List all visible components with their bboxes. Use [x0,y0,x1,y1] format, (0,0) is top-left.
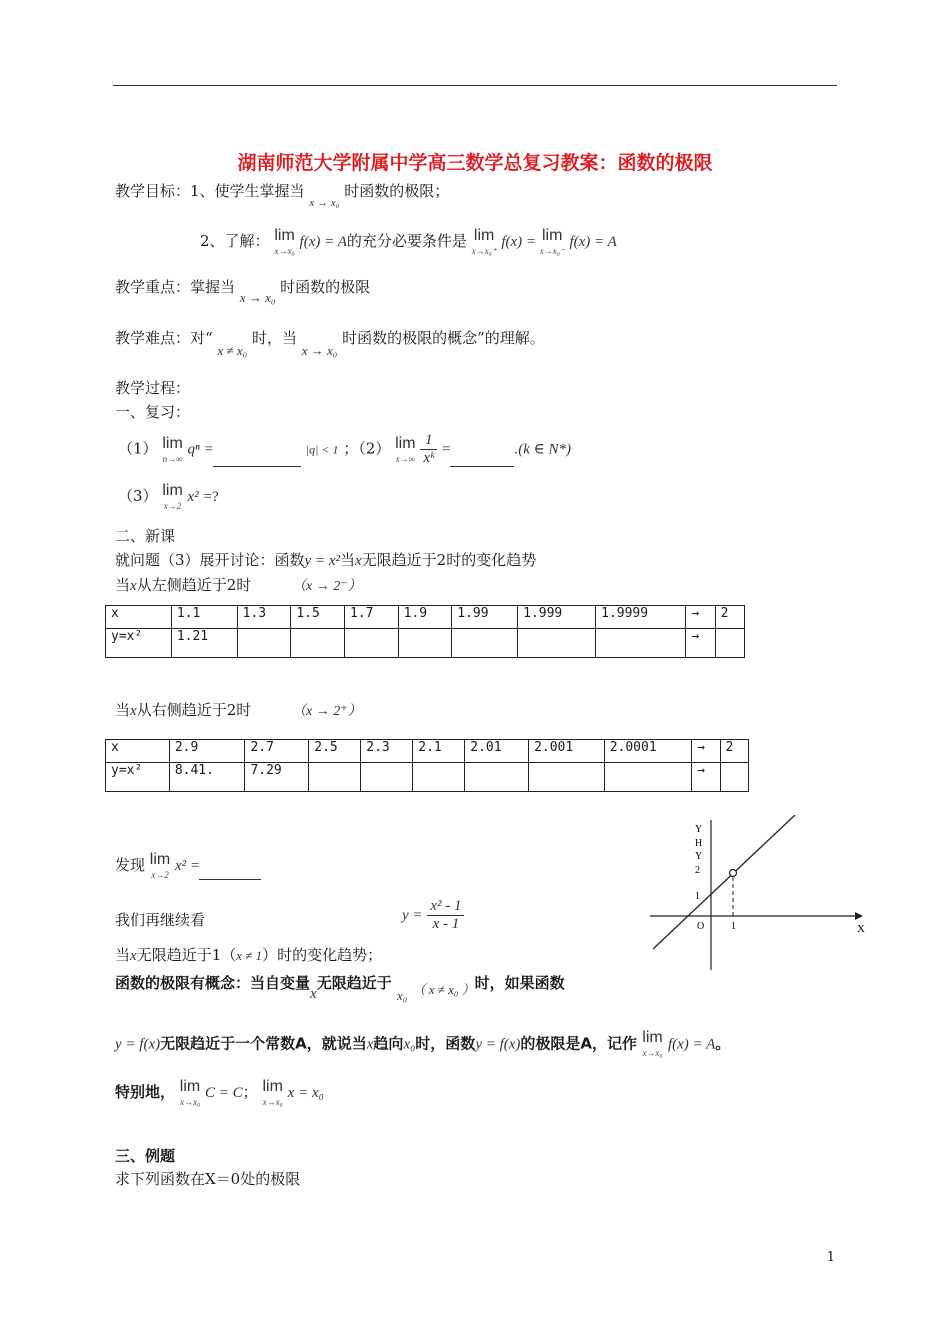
table-left-y-cell [518,629,596,658]
math-expression: f(x) = A [299,234,347,250]
limit-expression: lim x→x₀ [274,227,295,256]
q1-limit: lim n→∞ [162,434,183,464]
newlesson-heading: 二、新课 [115,527,176,545]
examples-text: 求下列函数在X＝0处的极限 [115,1170,301,1188]
q3-label: （3） [118,487,158,505]
table-left-y-cell: 1.21 [171,629,237,658]
table-right-x-cell: 2.3 [361,740,413,763]
table-left-x-cell: 1.99 [452,606,518,629]
table-right-y-cell [413,763,465,792]
table-right-y-cell [361,763,413,792]
table-left-y-cell [237,629,291,658]
header-rule [113,85,837,86]
process-label: 教学过程： [115,379,191,397]
goal-tail: 时函数的极限； [344,182,450,200]
q3-limit: lim x→2 [162,482,183,511]
table-left-approach [105,605,745,658]
review-questions: （1） lim n→∞ qⁿ = |q| < 1 ；（2） lim x→∞ $\frac{1}{\text{xᵏ}}$ = .(k ∈ N*) [118,432,571,466]
table-left-x-cell: 1.999 [518,606,596,629]
special-line: 特别地， lim x→x₀ C = C； lim x→x₀ x = x₀ [115,1078,324,1107]
page-number: 1 [826,1250,835,1265]
special-limit-2: lim x→x₀ [262,1078,283,1107]
q1-condition: |q| < 1 [305,442,339,457]
difficulty-tail: 时函数的极限的概念”的理解。 [342,329,545,347]
table-right-y-cell [309,763,361,792]
table-right-x-cell: 2 [720,740,749,763]
table-right-y-cell: 7.29 [245,763,309,792]
table-right-x-cell: 2.5 [309,740,361,763]
review-heading: 一、复习： [115,403,191,421]
table-left-y-cell [715,629,744,658]
q2-fraction: $\frac{1}{\text{xᵏ}}$ [420,432,437,467]
special-limit-1: lim x→x₀ [179,1078,201,1107]
goal-condition: x → x₀ [309,197,340,209]
goal-item2-prefix: 2、了解： [200,232,270,250]
difficulty-label: 教学难点：对“ [115,329,213,347]
table-right-x-cell: 2.001 [529,740,605,763]
goal-item2-mid: 的充分必要条件是 [346,232,467,250]
table-right-x-cell: → [692,740,720,763]
difficulty-line [115,327,545,358]
table-left-x-cell: 1.9999 [596,606,686,629]
tick-label-1-x: 1 [731,921,736,932]
graph-line [653,815,795,949]
right-approach-condition: （x → 2⁺） [292,704,362,719]
table-right-approach [105,739,749,792]
table-left-x-cell: 1.7 [344,606,398,629]
definition-line-1: 函数的极限有概念：当自变量x无限趋近于 x₀ （ x ≠ x₀ ）时，如果函数 [115,974,565,1003]
left-approach-line: 当x从左侧趋近于2时 （x → 2⁻） [115,576,362,594]
definition-limit: lim x→x₀ [642,1029,663,1058]
table-left-x-cell: → [686,606,715,629]
goal-label: 教学目标：1、使学生掌握当 [115,182,305,200]
focus-label: 教学重点：掌握当 [115,278,236,296]
newlesson-intro: 就问题（3）展开讨论：函数y = x²当x无限趋近于2时的变化趋势 [115,551,537,569]
table-right-x-cell: 2.01 [465,740,529,763]
table-left-x-cell: 1.3 [237,606,291,629]
table-left-y-cell: y=x² [106,629,172,658]
table-right-y-cell: y=x² [106,763,170,792]
tick-label-2: 2 [695,865,700,876]
function-expression: y = x² [304,553,340,569]
table-right-x-cell: 2.7 [245,740,309,763]
continue-label: 我们再继续看 [115,911,206,929]
table-left-y-cell [398,629,452,658]
x-axis-arrow [855,912,863,920]
table-right-y-cell: → [692,763,720,792]
table-right-y-cell [720,763,749,792]
table-left-y-cell [452,629,518,658]
q2-tail: .(k ∈ N*) [514,441,571,458]
table-left-x-cell: 1.5 [291,606,345,629]
limit-expression-left: lim x→x₀⁻ [539,227,565,256]
axis-label-y2: Y [695,851,703,862]
continue-fraction: $\frac{\text{x² - 1}}{x - 1}$ [427,898,464,933]
table-right-y-cell [529,763,605,792]
table-right-x-cell: 2.9 [169,740,245,763]
table-right-y-cell [465,763,529,792]
left-approach-condition: （x → 2⁻） [292,579,362,594]
difficulty-condition-2: x → x₀ [301,343,338,358]
q3-expression: x² [187,489,199,505]
origin-label: O [697,921,705,932]
continue-function: y = $\frac{\text{x² - 1}}{x - 1}$ [402,898,464,933]
goal-line-2 [200,228,617,256]
limit-expression-right: lim x→x₀⁺ [471,227,497,256]
table-right-x-cell: 2.1 [413,740,465,763]
table-right-y-cell [604,763,691,792]
q1-label: （1） [118,439,158,458]
table-left-x-cell: x [106,606,172,629]
right-approach-line: 当x从右侧趋近于2时 （x → 2⁺） [115,701,362,719]
table-right-x-cell: 2.0001 [604,740,691,763]
q2-limit: lim x→∞ [395,434,416,464]
q2-label: ；（2） [343,439,391,458]
discover-answer-blank [199,879,261,880]
table-left-x-cell: 1.9 [398,606,452,629]
examples-heading: 三、例题 [115,1147,176,1165]
q3-line [118,483,219,511]
q1-expression: qⁿ [187,441,200,458]
q1-answer-blank [213,466,301,467]
approach-1-line: 当x无限趋近于1（x ≠ 1）时的变化趋势； [115,946,383,964]
q2-answer-blank [450,466,514,467]
tick-label-1-y: 1 [695,891,700,902]
page-title: 湖南师范大学附属中学高三数学总复习教案：函数的极限 [237,152,713,174]
hole-point [730,870,737,877]
focus-condition: x → x₀ [239,290,276,305]
focus-tail: 时函数的极限 [280,278,371,296]
axis-label-x: X [857,923,865,935]
q3-tail: =? [203,489,219,505]
table-left-x-cell: 2 [715,606,744,629]
function-graph [645,815,880,975]
definition-line-2: y = f(x)无限趋近于一个常数A，就说当x趋向x₀时，函数y = f(x)的极限是A，记作 lim x→x₀ f(x) = A。 [115,1029,731,1058]
axis-label-y: Y [695,824,703,835]
table-right-x-cell: x [106,740,170,763]
math-expression: f(x) = A [569,234,617,250]
math-expression: f(x) = [501,234,540,250]
table-left-y-cell [344,629,398,658]
discover-line: 发现 lim x→2 x² = [115,852,261,880]
axis-label-h: H [695,838,703,849]
focus-line [115,276,371,305]
table-left-y-cell [596,629,686,658]
table-left-x-cell: 1.1 [171,606,237,629]
difficulty-mid: 时，当 [251,329,297,347]
table-right-y-cell: 8.41. [169,763,245,792]
table-left-y-cell [291,629,345,658]
discover-limit: lim x→2 [149,851,171,880]
table-left-y-cell: → [686,629,715,658]
difficulty-condition-1: x ≠ x₀ [217,343,248,358]
